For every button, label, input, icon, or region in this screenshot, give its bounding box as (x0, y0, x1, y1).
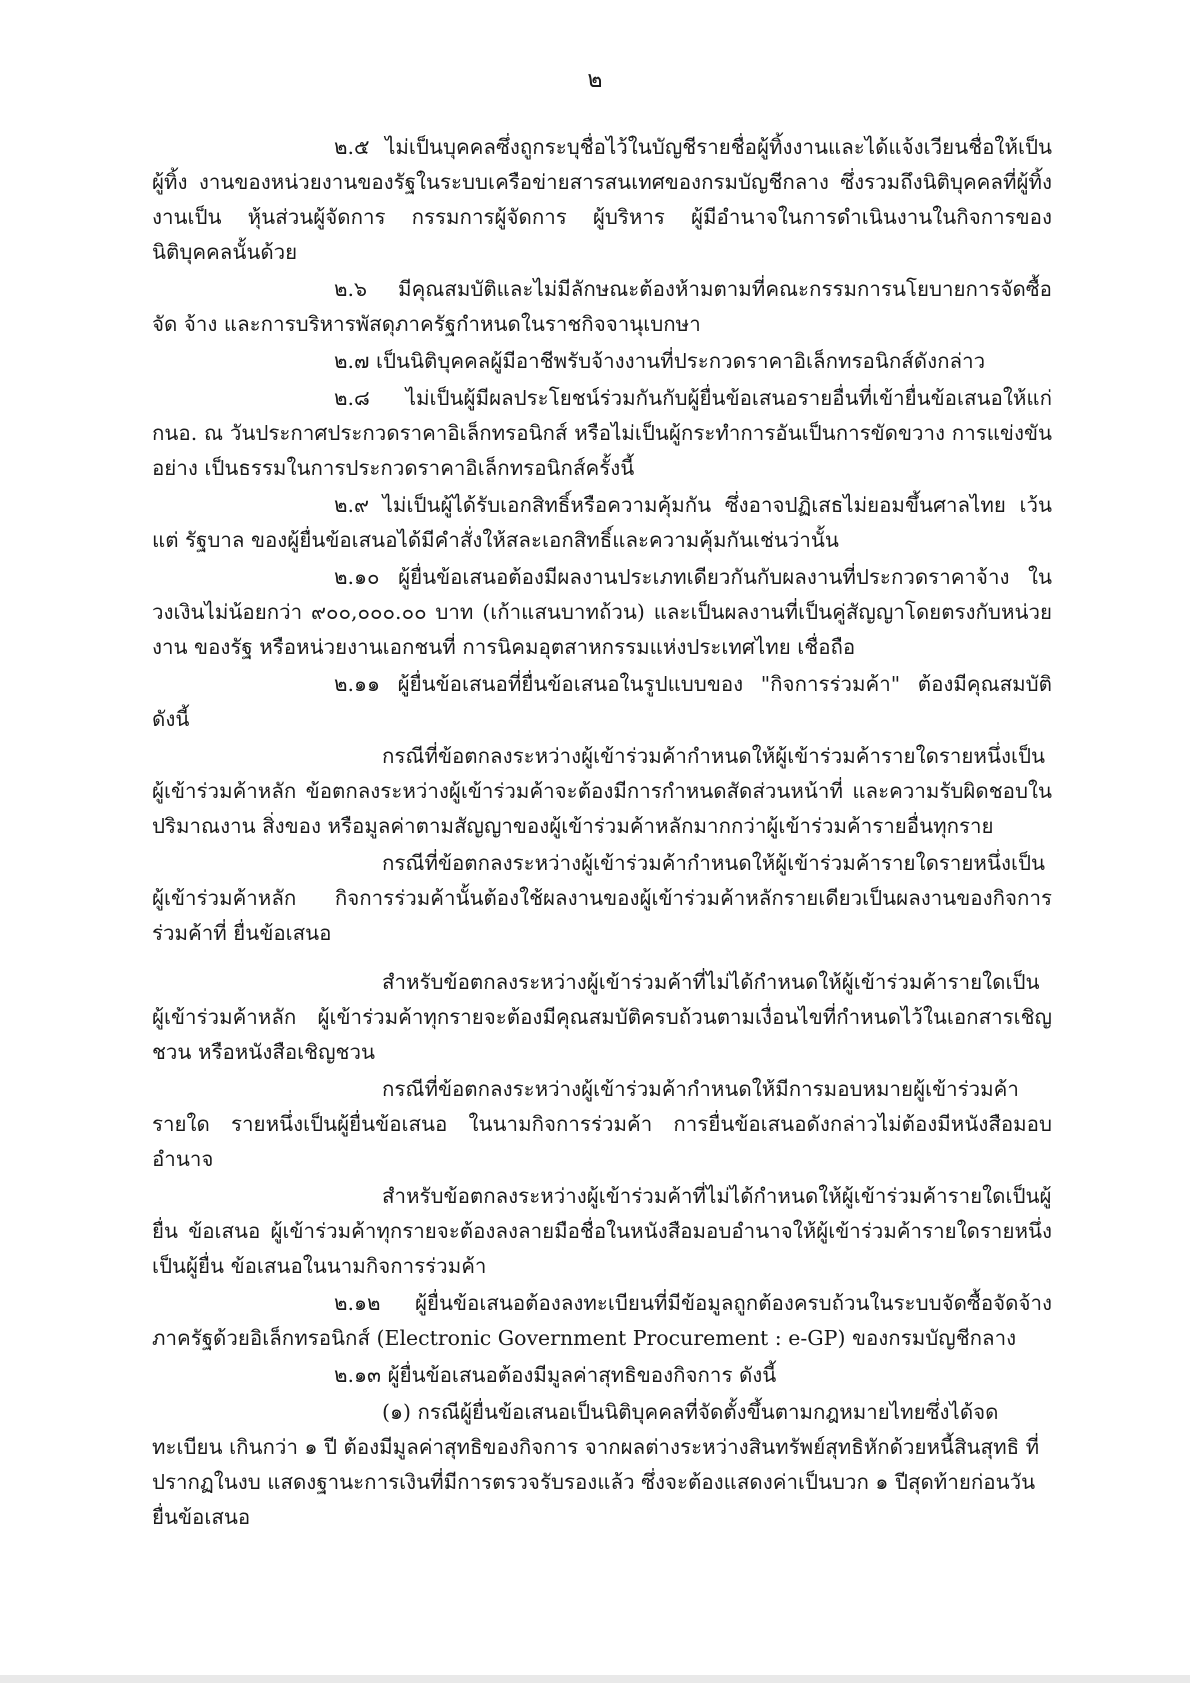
page-number: ๒ (587, 67, 603, 93)
clause-2-10: ๒.๑๐ ผู้ยื่นข้อเสนอต้องมีผลงานประเภทเดียวกันกับผลงานที่ประกวดราคาจ้าง ใน วงเงินไม่น้อยกว่า ๙๐๐,๐๐๐.๐๐ บาท (เก้าแสนบาทถ้วน) และเป็นผลงานที่เป็นคู่สัญญาโดยตรงกับหน่วยงาน ของรัฐ หรือหน่วยงานเอกชนที่ การนิคมอุตสาหกรรมแห่งประเทศไทย เชื่อถือ (152, 565, 1052, 659)
page-bottom-edge (0, 1675, 1190, 1683)
clause-2-12: ๒.๑๒ ผู้ยื่นข้อเสนอต้องลงทะเบียนที่มีข้อมูลถูกต้องครบถ้วนในระบบจัดซื้อจัดจ้าง ภาครัฐด้วยอิเล็กทรอนิกส์ (Electronic Government Procurement : e-GP) ของกรมบัญชีกลาง (152, 1291, 1052, 1350)
clause-2-13-item-1: (๑) กรณีผู้ยื่นข้อเสนอเป็นนิติบุคคลที่จัดตั้งขึ้นตามกฎหมายไทยซึ่งได้จดทะเบียน เกินกว่า ๑ ปี ต้องมีมูลค่าสุทธิของกิจการ จากผลต่างระหว่างสินทรัพย์สุทธิหักด้วยหนี้สินสุทธิ ที่ปรากฏในงบ แสดงฐานะการเงินที่มีการตรวจรับรองแล้ว ซึ่งจะต้องแสดงค่าเป็นบวก ๑ ปีสุดท้ายก่อนวันยื่นข้อเสนอ (152, 1400, 1040, 1529)
clause-2-13: ๒.๑๓ ผู้ยื่นข้อเสนอต้องมีมูลค่าสุทธิของกิจการ ดังนี้ (334, 1363, 777, 1387)
joint-venture-lead-partner-condition: กรณีที่ข้อตกลงระหว่างผู้เข้าร่วมค้ากำหนดให้ผู้เข้าร่วมค้ารายใดรายหนึ่งเป็น ผู้เข้าร่วมค้าหลัก ข้อตกลงระหว่างผู้เข้าร่วมค้าจะต้องมีการกำหนดสัดส่วนหน้าที่ และความรับผิดชอบใน ปริมาณงาน สิ่งของ หรือมูลค่าตามสัญญาของผู้เข้าร่วมค้าหลักมากกว่าผู้เข้าร่วมค้ารายอื่นทุกราย (152, 744, 1052, 838)
joint-venture-no-lead-partner: สำหรับข้อตกลงระหว่างผู้เข้าร่วมค้าที่ไม่ได้กำหนดให้ผู้เข้าร่วมค้ารายใดเป็น ผู้เข้าร่วมค้าหลัก ผู้เข้าร่วมค้าทุกรายจะต้องมีคุณสมบัติครบถ้วนตามเงื่อนไขที่กำหนดไว้ในเอกสารเชิญชวน หรือหนังสือเชิญชวน (152, 970, 1052, 1064)
document-body (152, 130, 1052, 1537)
clause-2-8: ๒.๘ ไม่เป็นผู้มีผลประโยชน์ร่วมกันกับผู้ยื่นข้อเสนอรายอื่นที่เข้ายื่นข้อเสนอให้แก่ กนอ. ณ วันประกาศประกวดราคาอิเล็กทรอนิกส์ หรือไม่เป็นผู้กระทำการอันเป็นการขัดขวาง การแข่งขันอย่าง เป็นธรรมในการประกวดราคาอิเล็กทรอนิกส์ครั้งนี้ (152, 386, 1052, 480)
clause-2-6: ๒.๖ มีคุณสมบัติและไม่มีลักษณะต้องห้ามตามที่คณะกรรมการนโยบายการจัดซื้อจัด จ้าง และการบริหารพัสดุภาครัฐกำหนดในราชกิจจานุเบกษา (152, 277, 1052, 336)
joint-venture-lead-partner-portfolio: กรณีที่ข้อตกลงระหว่างผู้เข้าร่วมค้ากำหนดให้ผู้เข้าร่วมค้ารายใดรายหนึ่งเป็น ผู้เข้าร่วมค้าหลัก กิจการร่วมค้านั้นต้องใช้ผลงานของผู้เข้าร่วมค้าหลักรายเดียวเป็นผลงานของกิจการร่วมค้าที่ ยื่นข้อเสนอ (152, 851, 1052, 945)
clause-2-5: ๒.๕ ไม่เป็นบุคคลซึ่งถูกระบุชื่อไว้ในบัญชีรายชื่อผู้ทิ้งงานและได้แจ้งเวียนชื่อให้เป็นผู้ทิ้ง งานของหน่วยงานของรัฐในระบบเครือข่ายสารสนเทศของกรมบัญชีกลาง ซึ่งรวมถึงนิติบุคคลที่ผู้ทิ้งงานเป็น หุ้นส่วนผู้จัดการ กรรมการผู้จัดการ ผู้บริหาร ผู้มีอำนาจในการดำเนินงานในกิจการของนิติบุคคลนั้นด้วย (152, 135, 1052, 264)
joint-venture-power-of-attorney: สำหรับข้อตกลงระหว่างผู้เข้าร่วมค้าที่ไม่ได้กำหนดให้ผู้เข้าร่วมค้ารายใดเป็นผู้ยื่น ข้อเสนอ ผู้เข้าร่วมค้าทุกรายจะต้องลงลายมือชื่อในหนังสือมอบอำนาจให้ผู้เข้าร่วมค้ารายใดรายหนึ่งเป็นผู้ยื่น ข้อเสนอในนามกิจการร่วมค้า (152, 1184, 1052, 1278)
clause-2-9: ๒.๙ ไม่เป็นผู้ได้รับเอกสิทธิ์หรือความคุ้มกัน ซึ่งอาจปฏิเสธไม่ยอมขึ้นศาลไทย เว้นแต่ รัฐบาล ของผู้ยื่นข้อเสนอได้มีคำสั่งให้สละเอกสิทธิ์และความคุ้มกันเช่นว่านั้น (152, 493, 1052, 552)
clause-2-11: ๒.๑๑ ผู้ยื่นข้อเสนอที่ยื่นข้อเสนอในรูปแบบของ "กิจการร่วมค้า" ต้องมีคุณสมบัติดังนี้ (152, 672, 1052, 731)
clause-2-7: ๒.๗ เป็นนิติบุคคลผู้มีอาชีพรับจ้างงานที่ประกวดราคาอิเล็กทรอนิกส์ดังกล่าว (334, 349, 986, 373)
joint-venture-assigned-bidder: กรณีที่ข้อตกลงระหว่างผู้เข้าร่วมค้ากำหนดให้มีการมอบหมายผู้เข้าร่วมค้ารายใด รายหนึ่งเป็นผู้ยื่นข้อเสนอ ในนามกิจการร่วมค้า การยื่นข้อเสนอดังกล่าวไม่ต้องมีหนังสือมอบอำนาจ (152, 1077, 1052, 1171)
